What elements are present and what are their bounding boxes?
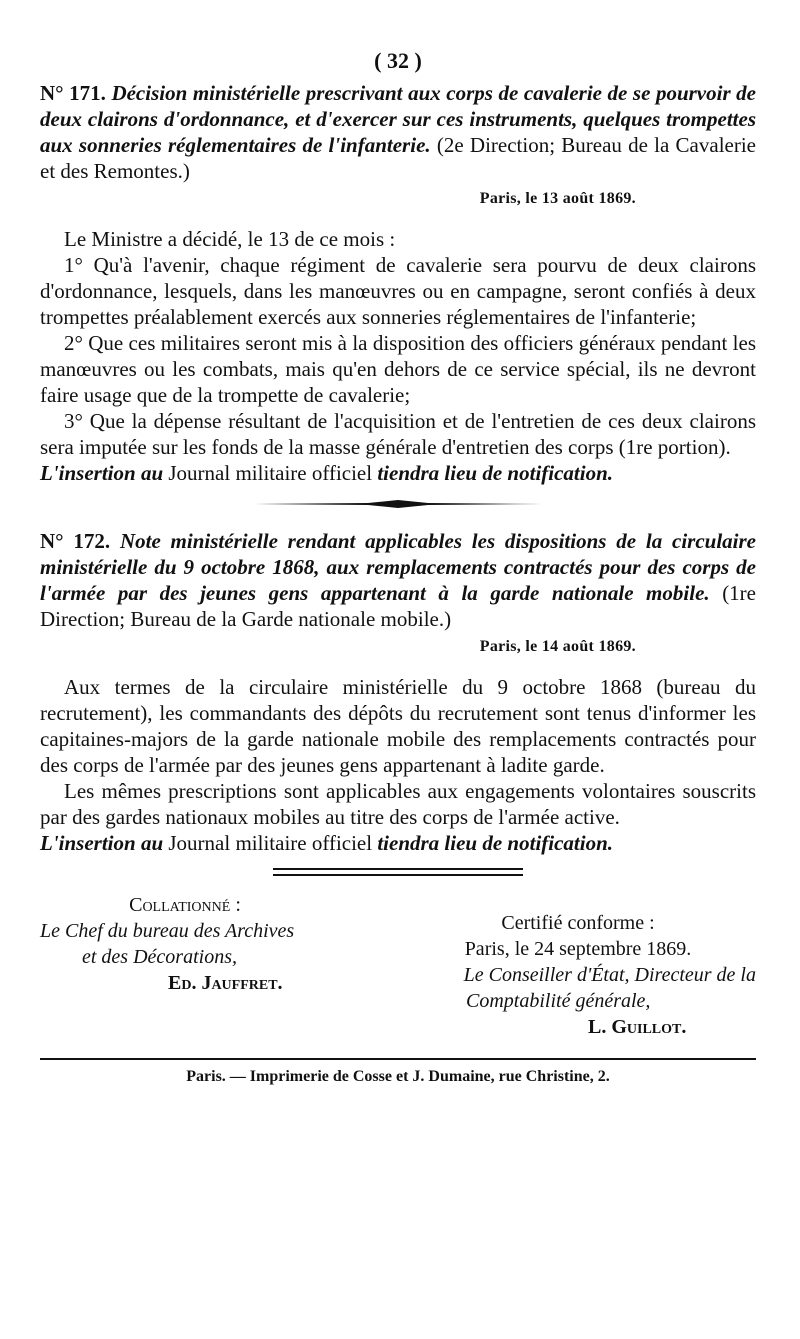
decision-171-paragraph: 2° Que ces militaires seront mis à la disposition des officiers généraux pendant les manœuvres ou les combats, mais qu'en dehors de ce service spécial, ils ne devront faire usage que de la trompette de cavalerie;: [40, 331, 756, 407]
decision-171-place-date: Paris, le 13 août 1869.: [479, 190, 636, 207]
note-172-paragraph: Les mêmes prescriptions sont applicables aux engagements volontaires souscrits par des gardes nationaux mobiles au titre des corps de l'armée active.: [40, 779, 756, 829]
document-page: [40, 48, 756, 1086]
signature-left-line: Le Chef du bureau des Archives: [40, 920, 295, 942]
note-172-title: Note ministérielle rendant applicables les dispositions de la circulaire ministérielle du 9 octobre 1868, aux remplacements contractés pour des corps de l'armée par des jeunes gens appartenant à la garde nationale mobile.: [40, 529, 756, 605]
closing-part: L'insertion au: [40, 831, 169, 855]
decision-171-number: N° 171.: [40, 81, 106, 105]
decision-171-heading: [40, 80, 756, 184]
signature-right-name: L. Guillot.: [588, 1016, 687, 1038]
signature-right-line: Paris, le 24 septembre 1869.: [464, 938, 692, 960]
decision-171-direction: (2e Direction; Bureau de la Cavalerie et des Remontes.): [40, 133, 756, 183]
journal-name: Journal militaire officiel: [168, 831, 373, 855]
footer-rule: [40, 1058, 756, 1060]
signature-right-line: Comptabilité générale,: [466, 990, 651, 1012]
signature-block: [40, 892, 756, 1042]
decision-171-body: [40, 226, 756, 486]
note-172-body: [40, 674, 756, 856]
signature-right: [400, 910, 756, 1040]
signature-left: [40, 892, 370, 996]
journal-name: Journal militaire officiel: [168, 461, 373, 485]
decision-171-title: Décision ministérielle prescrivant aux corps de cavalerie de se pourvoir de deux clairons d'ordonnance, et d'exercer sur ces instruments, quelques trompettes aux sonneries réglementaires de l'infanterie.: [40, 81, 757, 157]
signature-right-line: Le Conseiller d'État, Directeur de la: [463, 964, 756, 986]
double-rule-divider: [273, 868, 523, 876]
decision-171-paragraph: 3° Que la dépense résultant de l'acquisition et de l'entretien de ces deux clairons sera imputée sur les fonds de la masse générale d'entretien des corps (1re portion).: [40, 409, 756, 459]
note-172-place-date: Paris, le 14 août 1869.: [479, 638, 636, 655]
signature-left-name: Ed. Jauffret.: [168, 972, 283, 994]
closing-part: tiendra lieu de notification.: [372, 831, 614, 855]
printer-footer: Paris. — Imprimerie de Cosse et J. Dumaine, rue Christine, 2.: [186, 1068, 610, 1085]
note-172-paragraph: Aux termes de la circulaire ministérielle du 9 octobre 1868 (bureau du recrutement), les commandants des dépôts du recrutement sont tenus d'informer les capitaines-majors de la garde nationale mobile des remplacements contractés pour des corps de l'armée par des jeunes gens appartenant à ladite garde.: [40, 675, 756, 777]
note-172-closing: [40, 830, 756, 856]
signature-left-line: et des Décorations,: [82, 946, 237, 968]
collationne-heading: Collationné :: [129, 894, 241, 916]
decision-171-closing: [40, 460, 756, 486]
closing-part: tiendra lieu de notification.: [372, 461, 614, 485]
decision-171-paragraph: 1° Qu'à l'avenir, chaque régiment de cavalerie sera pourvu de deux clairons d'ordonnance, lesquels, dans les manœuvres ou en campagne, seront confiés à deux trompettes préalablement exercés aux sonneries réglementaires de l'infanterie;: [40, 253, 756, 329]
note-172-direction: (1re Direction; Bureau de la Garde nationale mobile.): [40, 581, 756, 631]
certifie-heading: Certifié conforme :: [501, 912, 655, 934]
decision-171-paragraph: Le Ministre a décidé, le 13 de ce mois :: [64, 227, 396, 251]
note-172-number: N° 172.: [40, 529, 111, 553]
note-172-heading: [40, 528, 756, 632]
closing-part: L'insertion au: [40, 461, 169, 485]
page-number: ( 32 ): [374, 48, 422, 73]
ornamental-separator: [253, 500, 543, 508]
